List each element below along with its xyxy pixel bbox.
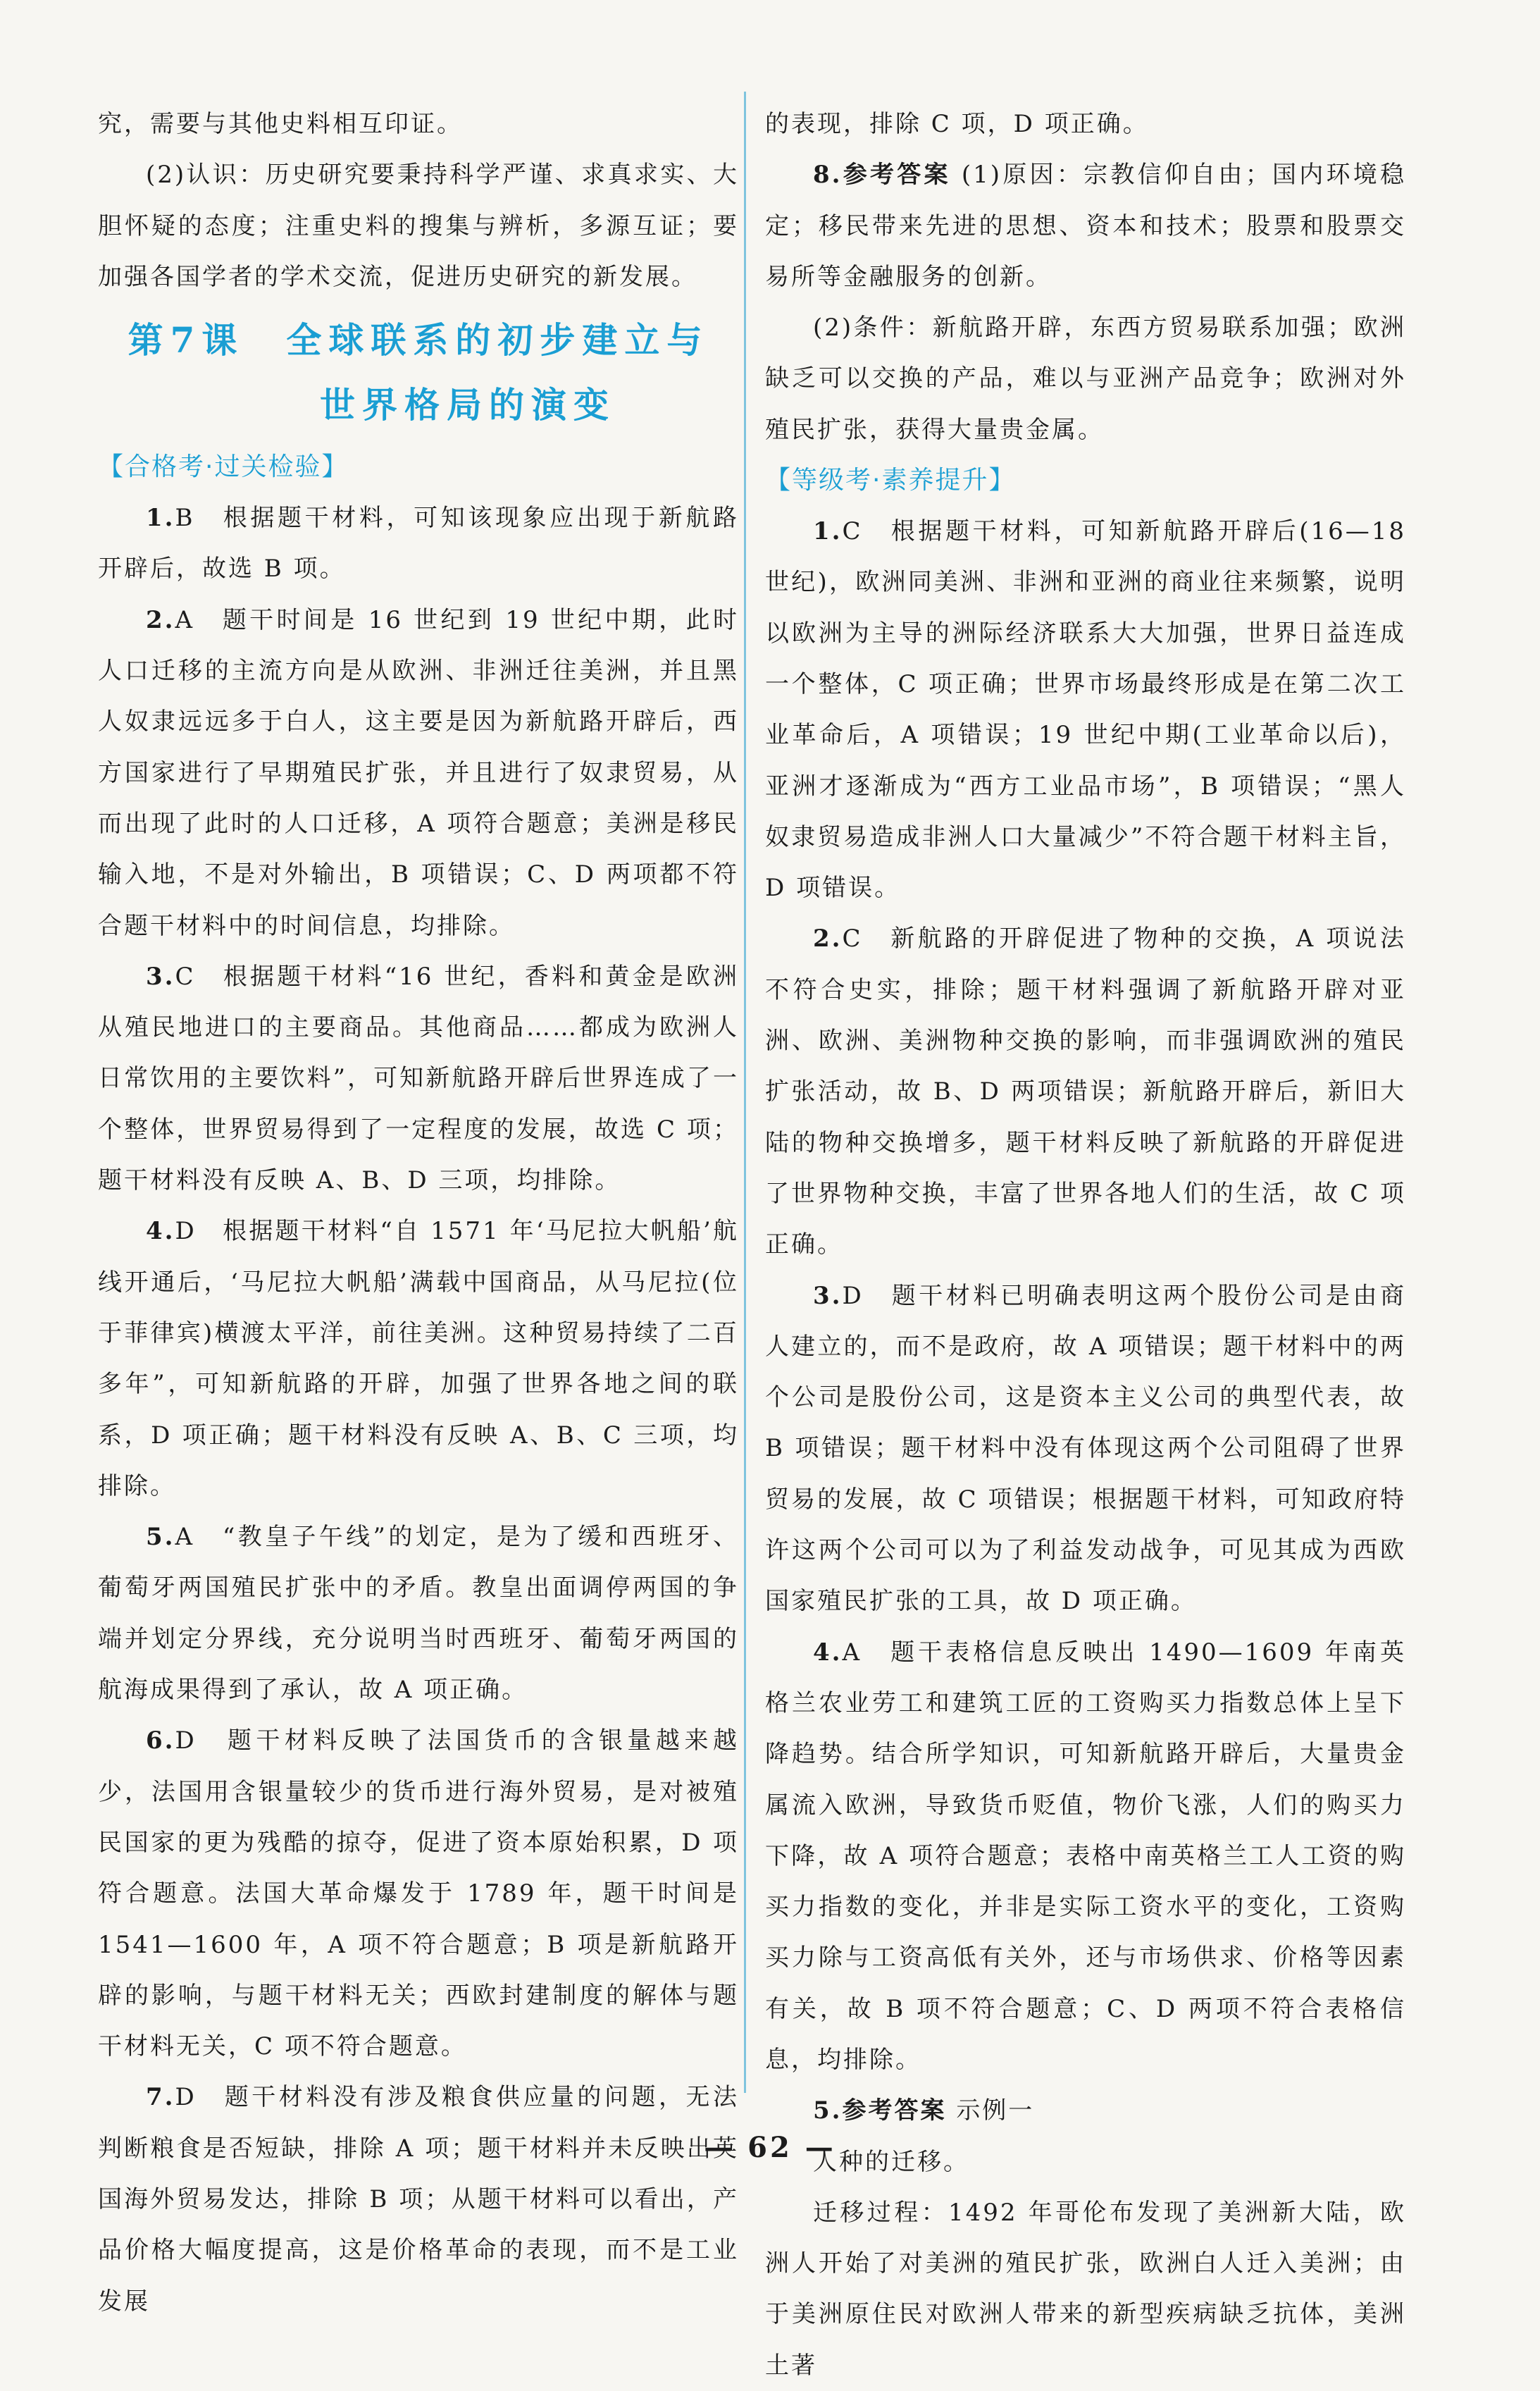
item-text: D 根据题干材料“自 1571 年‘马尼拉大帆船’航线开通后，‘马尼拉大帆船’满载中国商品，从马尼拉(位于菲律宾)横渡太平洋，前往美洲。这种贸易持续了二百多年”，可知新航路的开辟，加强了世界各地之间的联系，D 项正确；题干材料没有反映 A、B、C 三项，均排除。 xyxy=(98,1217,739,1500)
paragraph: 迁移过程：1492 年哥伦布发现了美洲新大陆，欧洲人开始了对美洲的殖民扩张，欧洲白人迁入美洲；由于美洲原住民对欧洲人带来的新型疾病缺乏抗体，美洲土著 xyxy=(765,2198,1406,2380)
answer-item xyxy=(765,506,1406,913)
item-text: A 题干表格信息反映出 1490—1609 年南英格兰农业劳工和建筑工匠的工资购买力指数总体上呈下降趋势。结合所学知识，可知新航路开辟后，大量贵金属流入欧洲，导致货币贬值，物价飞涨，人们的购买力下降，故 A 项符合题意；表格中南英格兰工人工资的购买力指数的变化，并非是实际工资水平的变化，工资购买力除与工资高低有关外，还与市场供求、价格等因素有关，故 B 项不符合题意；C、D 两项不符合表格信息，均排除。 xyxy=(765,1638,1406,2074)
item-number: 3. xyxy=(146,962,175,991)
column-divider xyxy=(744,92,746,2093)
item-text: C 根据题干材料“16 世纪，香料和黄金是欧洲从殖民地进口的主要商品。其他商品……都成为欧洲人日常饮用的主要饮料”，可知新航路开辟后世界连成了一个整体，世界贸易得到了一定程度的发展，故选 C 项；题干材料没有反映 A、B、D 三项，均排除。 xyxy=(98,962,739,1195)
item-number: 4. xyxy=(146,1217,175,1246)
item-text: (1)原因：宗教信仰自由；国内环境稳定；移民带来先进的思想、资本和技术；股票和股票交易所等金融服务的创新。 xyxy=(765,161,1407,291)
left-column xyxy=(98,99,739,2327)
item-number: 2. xyxy=(146,605,175,634)
item-number: 5. xyxy=(813,2096,843,2125)
item-number: 4. xyxy=(813,1638,843,1667)
item-number: 1. xyxy=(813,517,843,546)
answer-item xyxy=(98,1512,739,1715)
item-text: C 新航路的开辟促进了物种的交换，A 项说法不符合史实，排除；题干材料强调了新航路开辟对亚洲、欧洲、美洲物种交换的影响，而非强调欧洲的殖民扩张活动，故 B、D 两项错误；新航路开辟后，新旧大陆的物种交换增多，题干材料反映了新航路的开辟促进了世界物种交换，丰富了世界各地人们的生活，故 C 项正确。 xyxy=(765,925,1406,1259)
answer-item xyxy=(98,595,739,951)
item-text: C 根据题干材料，可知新航路开辟后(16—18 世纪)，欧洲同美洲、非洲和亚洲的商业往来频繁，说明以欧洲为主导的洲际经济联系大大加强，世界日益连成一个整体，C 项正确；世界市场最终形成是在第二次工业革命后，A 项错误；19 世纪中期(工业革命以后)，亚洲才逐渐成为“西方工业品市场”，B 项错误；“黑人奴隶贸易造成非洲人口大量减少”不符合题干材料主旨，D 项错误。 xyxy=(765,517,1406,903)
answer-item xyxy=(765,1627,1406,2086)
item-text: D 题干材料没有涉及粮食供应量的问题，无法判断粮食是否短缺，排除 A 项；题干材料并未反映出英国海外贸易发达，排除 B 项；从题干材料可以看出，产品价格大幅度提高，这是价格革命的表现，而不是工业发展 xyxy=(98,2083,739,2316)
lesson-title-line1: 第7课 全球联系的初步建立与 xyxy=(128,319,709,362)
item-number: 8. xyxy=(813,161,843,190)
item-text: A “教皇子午线”的划定，是为了缓和西班牙、葡萄牙两国殖民扩张中的矛盾。教皇出面调停两国的争端并划定分界线，充分说明当时西班牙、葡萄牙两国的航海成果得到了承认，故 A 项正确。 xyxy=(98,1523,739,1705)
paragraph: 的表现，排除 C 项，D 项正确。 xyxy=(765,110,1149,138)
paragraph: (2)条件：新航路开辟，东西方贸易联系加强；欧洲缺乏可以交换的产品，难以与亚洲产品竞争；欧洲对外殖民扩张，获得大量贵金属。 xyxy=(765,314,1406,444)
answer-item xyxy=(98,1715,739,2072)
item-number: 2. xyxy=(813,925,843,953)
item-text: D 题干材料反映了法国货币的含银量越来越少，法国用含银量较少的货币进行海外贸易，是对被殖民国家的更为残酷的掠夺，促进了资本原始积累，D 项符合题意。法国大革命爆发于 1789 年，题干时间是 1541—1600 年，A 项不符合题意；B 项是新航路开辟的影响，与题干材料无关；西欧封建制度的解体与题干材料无关，C 项不符合题意。 xyxy=(98,1726,739,2061)
item-text: D 题干材料已明确表明这两个股份公司是由商人建立的，而不是政府，故 A 项错误；题干材料中的两个公司是股份公司，这是资本主义公司的典型代表，故 B 项错误；题干材料中没有体现这两个公司阻碍了世界贸易的发展，故 C 项错误；根据题干材料，可知政府特许这两个公司可以为了利益发动战争，可见其成为西欧国家殖民扩张的工具，故 D 项正确。 xyxy=(765,1281,1406,1616)
answer-label: 参考答案 xyxy=(842,161,951,190)
item-number: 3. xyxy=(813,1281,843,1310)
section-heading: 【合格考·过关检验】 xyxy=(98,452,349,482)
item-number: 7. xyxy=(146,2083,175,2112)
right-column xyxy=(765,99,1406,2391)
paragraph: 究，需要与其他史料相互印证。 xyxy=(98,110,463,138)
answer-item xyxy=(765,2085,1406,2136)
lesson-title-line2: 世界格局的演变 xyxy=(320,384,616,426)
answer-item xyxy=(98,1206,739,1512)
section-heading: 【等级考·素养提升】 xyxy=(765,466,1016,495)
paragraph: (2)认识：历史研究要秉持科学严谨、求真求实、大胆怀疑的态度；注重史料的搜集与辨析，多源互证；要加强各国学者的学术交流，促进历史研究的新发展。 xyxy=(98,161,739,291)
page-number: — 62 — xyxy=(704,2131,836,2164)
item-number: 6. xyxy=(146,1726,175,1755)
answer-item xyxy=(765,913,1406,1270)
answer-item xyxy=(98,951,739,1206)
answer-item xyxy=(98,2072,739,2326)
item-text: B 根据题干材料，可知该现象应出现于新航路开辟后，故选 B 项。 xyxy=(98,504,739,583)
item-number: 1. xyxy=(146,504,175,533)
answer-item xyxy=(765,1271,1406,1627)
answer-label: 参考答案 xyxy=(842,2096,947,2125)
lesson-title xyxy=(98,308,739,438)
item-text: 示例一 xyxy=(956,2096,1035,2125)
item-text: A 题干时间是 16 世纪到 19 世纪中期，此时人口迁移的主流方向是从欧洲、非洲迁往美洲，并且黑人奴隶远远多于白人，这主要是因为新航路开辟后，西方国家进行了早期殖民扩张，并且进行了奴隶贸易，从而出现了此时的人口迁移，A 项符合题意；美洲是移民输入地，不是对外输出，B 项错误；C、D 两项都不符合题干材料中的时间信息，均排除。 xyxy=(98,605,739,940)
answer-item xyxy=(765,149,1406,302)
item-number: 5. xyxy=(146,1523,175,1552)
answer-item xyxy=(98,493,739,595)
paragraph: 人种的迁移。 xyxy=(813,2147,969,2176)
